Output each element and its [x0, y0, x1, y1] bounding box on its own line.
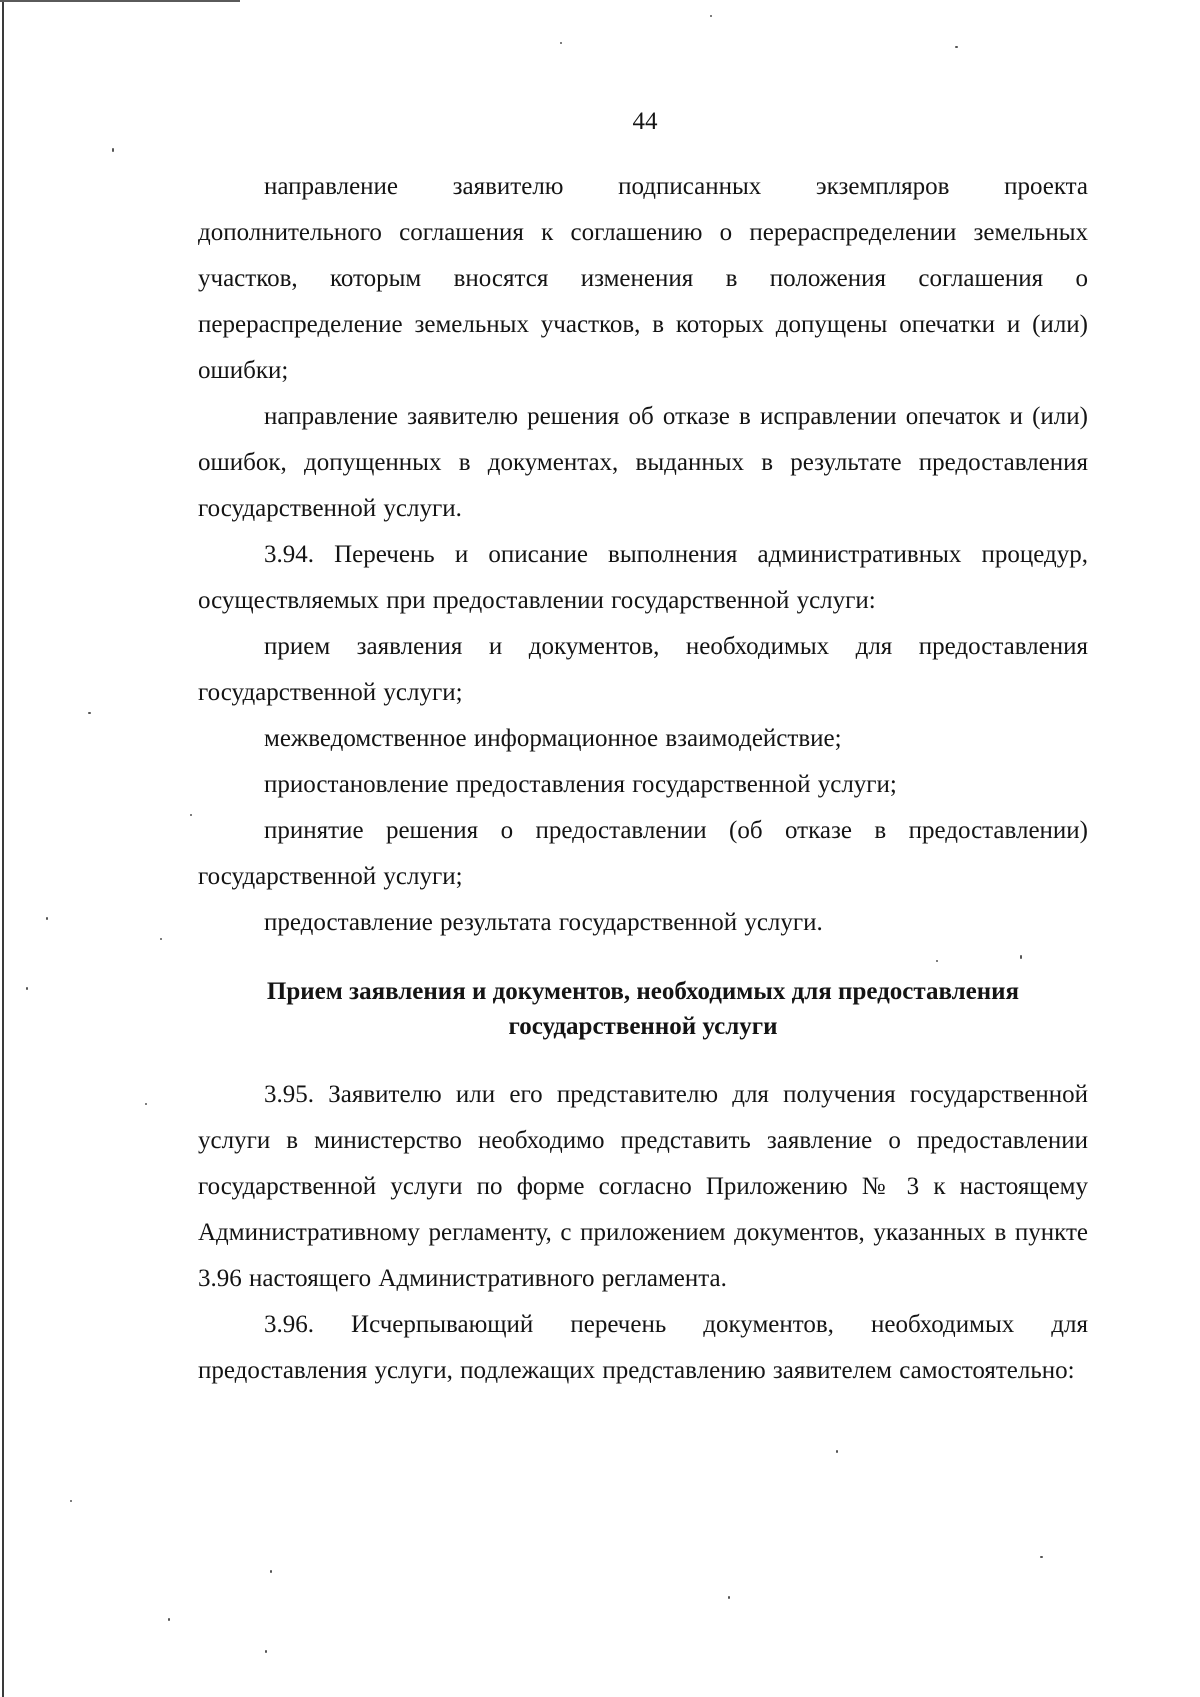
- scan-speck: [936, 960, 938, 962]
- list-item-provide-result: предоставление результата государственной услуги.: [264, 909, 823, 936]
- scan-speck: [265, 1650, 267, 1653]
- list-item-suspension: приостановление предоставления государственной услуги;: [264, 771, 897, 798]
- page-number: 44: [632, 108, 658, 135]
- scan-speck: [1020, 955, 1022, 959]
- scan-speck: [710, 15, 712, 17]
- scan-speck: [728, 1596, 730, 1599]
- scan-speck: [112, 148, 114, 152]
- scan-speck: [270, 1570, 272, 1573]
- scan-speck: [836, 1450, 838, 1453]
- page-border-left: [2, 0, 4, 1697]
- document-body: [198, 164, 1088, 1394]
- paragraph-send-signed-copies: направление заявителю подписанных экземпляров проекта дополнительного соглашения к соглашению о перераспределении земельных участков, которым вносятся изменения в положения соглашения о перераспределение земельных участков, в которых допущены опечатки и (или) ошибки;: [198, 173, 1088, 384]
- scan-speck: [168, 1618, 170, 1621]
- paragraph-3-94: 3.94. Перечень и описание выполнения административных процедур, осуществляемых при предоставлении государственной услуги:: [198, 541, 1088, 614]
- scan-speck: [70, 1500, 72, 1502]
- scan-speck: [560, 42, 562, 44]
- section-heading: [198, 974, 1088, 1044]
- scan-speck: [190, 814, 192, 816]
- list-item-decision: принятие решения о предоставлении (об отказе в предоставлении) государственной услуги;: [198, 817, 1088, 890]
- list-item-receive-application: прием заявления и документов, необходимых для предоставления государственной услуги;: [198, 633, 1088, 706]
- scan-speck: [88, 712, 91, 714]
- page-border-top: [0, 0, 240, 2]
- scan-speck: [955, 46, 958, 48]
- section-heading-line-2: государственной услуги: [508, 1013, 778, 1040]
- paragraph-send-refusal-decision: направление заявителю решения об отказе в исправлении опечаток и (или) ошибок, допущенных в документах, выданных в результате предоставления государственной услуги.: [198, 403, 1088, 522]
- section-heading-line-1: Прием заявления и документов, необходимых для предоставления: [266, 978, 1020, 1005]
- scan-speck: [145, 1103, 147, 1105]
- scan-speck: [160, 938, 162, 940]
- scan-speck: [26, 987, 28, 990]
- paragraph-3-95: 3.95. Заявителю или его представителю для получения государственной услуги в министерство необходимо представить заявление о предоставлении государственной услуги по форме согласно Приложению № 3 к настоящему Административному регламенту, с приложением документов, указанных в пункте 3.96 настоящего Административного регламента.: [198, 1081, 1088, 1292]
- list-item-interagency-interaction: межведомственное информационное взаимодействие;: [264, 725, 842, 752]
- paragraph-3-96: 3.96. Исчерпывающий перечень документов, необходимых для предоставления услуги, подлежащих представлению заявителем самостоятельно:: [198, 1311, 1088, 1384]
- scan-speck: [46, 917, 48, 920]
- scan-speck: [1040, 1556, 1043, 1558]
